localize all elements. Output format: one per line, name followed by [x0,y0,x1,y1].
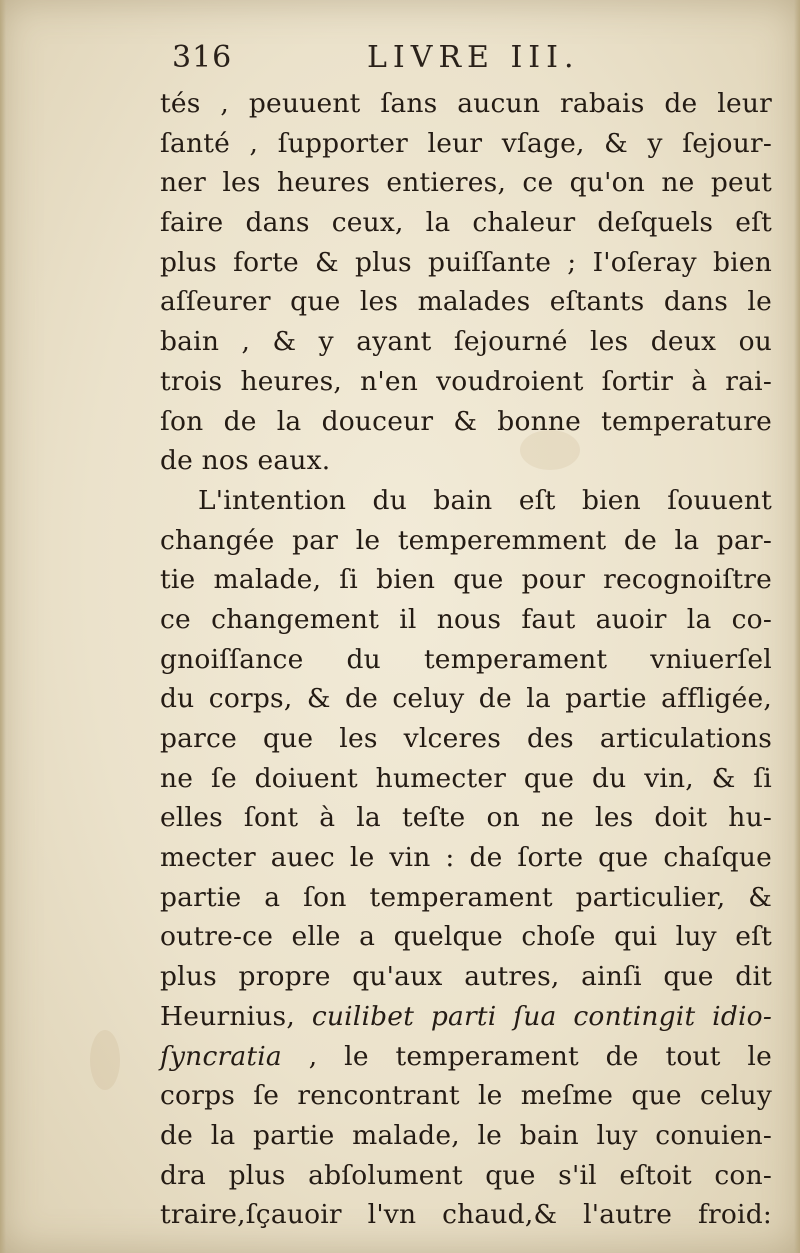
text-line: de la partie malade, le bain luy conuien- [160,1119,772,1151]
latin-quote: ſyncratia [160,1040,282,1072]
text-line-latin-quote [160,1037,772,1077]
text-line: plus forte & plus puiſſante ; I'oſeray bien [160,246,772,278]
page-right-edge [794,0,800,1253]
text-line: trois heures, n'en voudroient ſortir à rai- [160,365,772,397]
text-roman: Heurnius, [160,1000,312,1032]
running-head: LIVRE III. [367,40,580,75]
text-line: partie a ſon temperament particulier, & [160,881,772,913]
text-line: tés , peuuent ſans aucun rabais de leur [160,88,772,119]
text-line: ner les heures entieres, ce qu'on ne peut [160,167,772,199]
text-line: faire dans ceux, la chaleur deſquels eſt [160,207,772,239]
text-line: elles ſont à la teſte on ne les doit hu- [160,802,772,834]
page-number: 316 [172,40,233,75]
text-line: aſſeurer que les malades eſtants dans le [160,286,772,318]
text-line: outre-ce elle a quelque choſe qui luy eſt [160,921,772,953]
text-line: parce que les vlceres des articulations [160,723,772,754]
paragraph-first-line: L'intention du bain eſt bien ſouuent [198,484,772,516]
text-line: bain , & y ayant ſejourné les deux ou [160,326,772,358]
text-line: ce changement il nous faut auoir la co- [160,603,772,635]
text-line-latin-quote [160,997,772,1037]
body-text [160,84,772,1235]
text-line: corps ſe rencontrant le meſme que celuy [160,1080,772,1112]
paper-stain [90,1030,120,1090]
text-line: changée par le temperemment de la par- [160,524,772,556]
text-line: tie malade, ſi bien que pour recognoiſtre [160,564,772,596]
text-line: de nos eaux. [160,445,331,477]
text-line: ſanté , ſupporter leur vſage, & y ſejour- [160,127,772,159]
text-line: ne ſe doiuent humecter que du vin, & ſi [160,762,772,794]
text-line: mecter auec le vin : de ſorte que chaſque [160,842,772,874]
text-line: ſon de la douceur & bonne temperature [160,405,772,437]
latin-quote: cuilibet parti ſua contingit idio- [311,1000,772,1032]
text-line: traire,ſçauoir l'vn chaud,& l'autre froid: [160,1199,772,1231]
text-line: dra plus abſolument que s'il eſtoit con- [160,1159,772,1191]
page-header [172,40,612,84]
text-roman: , le temperament de tout le [281,1040,772,1072]
text-line: du corps, & de celuy de la partie affligée, [160,683,772,715]
page-left-edge [0,0,6,1253]
text-line: plus propre qu'aux autres, ainſi que dit [160,961,772,993]
text-line: gnoiſſance du temperament vniuerſel [160,643,772,675]
